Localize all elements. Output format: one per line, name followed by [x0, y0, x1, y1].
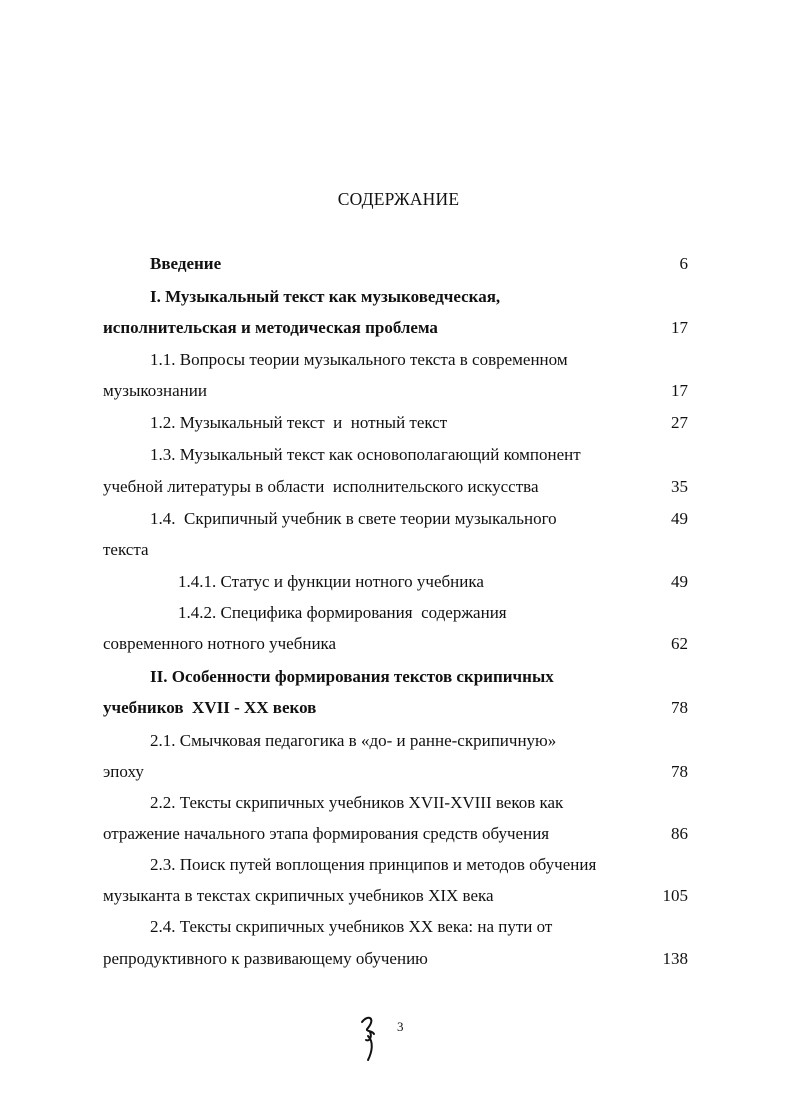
toc-entry-text: 1.4.1. Статус и функции нотного учебника: [178, 572, 484, 591]
toc-entry-page: 78: [671, 698, 688, 717]
toc-entry-text: II. Особенности формирования текстов скрипичных: [150, 667, 554, 686]
toc-entry-chapter-1-cont: [0, 316, 797, 340]
toc-entry-text: учебной литературы в области исполнительского искусства: [103, 477, 539, 496]
toc-entry-page: 27: [671, 413, 688, 432]
toc-entry-1-3-cont: [0, 475, 797, 499]
toc-entry-text: отражение начального этапа формирования средств обучения: [103, 824, 550, 843]
toc-entry-2-4-cont: [0, 947, 797, 971]
toc-entry-1-4-2-cont: [0, 632, 797, 656]
toc-entry-text: 1.1. Вопросы теории музыкального текста в современном: [150, 350, 568, 369]
toc-entry-text: 1.2. Музыкальный текст и нотный текст: [150, 413, 448, 432]
toc-entry-introduction: [0, 252, 797, 276]
handwritten-signature-icon: [356, 1012, 388, 1064]
toc-entry-1-1-cont: [0, 379, 797, 403]
toc-entry-1-4-1: [0, 570, 797, 594]
toc-entry-text: эпоху: [103, 762, 144, 781]
toc-entry-1-1: [0, 348, 797, 372]
toc-entry-1-3: [0, 443, 797, 467]
toc-entry-text: 2.1. Смычковая педагогика в «до- и ранне-скрипичную»: [150, 731, 557, 750]
toc-entry-text: текста: [103, 540, 149, 559]
toc-entry-2-3: [0, 853, 797, 877]
toc-entry-2-4: [0, 915, 797, 939]
toc-entry-page: 86: [671, 824, 688, 843]
toc-entry-page: 17: [671, 381, 688, 400]
toc-entry-text: современного нотного учебника: [103, 634, 337, 653]
page-title: СОДЕРЖАНИЕ: [337, 189, 460, 209]
toc-entry-text: 2.3. Поиск путей воплощения принципов и методов обучения: [150, 855, 597, 874]
toc-entry-text: репродуктивного к развивающему обучению: [103, 949, 428, 968]
toc-entry-2-3-cont: [0, 884, 797, 908]
toc-entry-1-4-2: [0, 601, 797, 625]
toc-entry-page: 49: [671, 509, 688, 528]
toc-entry-text: 1.4. Скрипичный учебник в свете теории музыкального: [150, 509, 557, 528]
toc-entry-2-2-cont: [0, 822, 797, 846]
toc-entry-page: 49: [671, 572, 688, 591]
toc-entry-text: 1.3. Музыкальный текст как основополагающий компонент: [150, 445, 581, 464]
toc-entry-page: 105: [662, 886, 688, 905]
toc-entry-chapter-2: [0, 665, 797, 689]
toc-entry-page: 35: [671, 477, 688, 496]
toc-entry-1-4: [0, 507, 797, 531]
toc-entry-2-1-cont: [0, 760, 797, 784]
toc-entry-text: музыкознании: [103, 381, 207, 400]
toc-entry-2-1: [0, 729, 797, 753]
toc-entry-page: 6: [679, 254, 688, 273]
toc-entry-page: 138: [662, 949, 688, 968]
toc-entry-text: 2.2. Тексты скрипичных учебников XVII-XVIII веков как: [150, 793, 564, 812]
toc-entry-page: 62: [671, 634, 688, 653]
toc-entry-1-2: [0, 411, 797, 435]
toc-entry-text: исполнительская и методическая проблема: [103, 318, 438, 337]
toc-entry-chapter-1: [0, 285, 797, 309]
toc-entry-text: Введение: [150, 254, 222, 273]
toc-entry-text: учебников XVII - XX веков: [103, 698, 317, 717]
toc-entry-text: I. Музыкальный текст как музыковедческая,: [150, 287, 501, 306]
toc-entry-2-2: [0, 791, 797, 815]
toc-entry-text: 2.4. Тексты скрипичных учебников XX века: на пути от: [150, 917, 553, 936]
page-number: 3: [397, 1019, 404, 1034]
toc-entry-text: 1.4.2. Специфика формирования содержания: [178, 603, 507, 622]
toc-entry-page: 17: [671, 318, 688, 337]
toc-entry-page: 78: [671, 762, 688, 781]
toc-entry-text: музыканта в текстах скрипичных учебников XIX века: [103, 886, 494, 905]
toc-entry-1-4-cont: [0, 538, 797, 562]
toc-entry-chapter-2-cont: [0, 696, 797, 720]
